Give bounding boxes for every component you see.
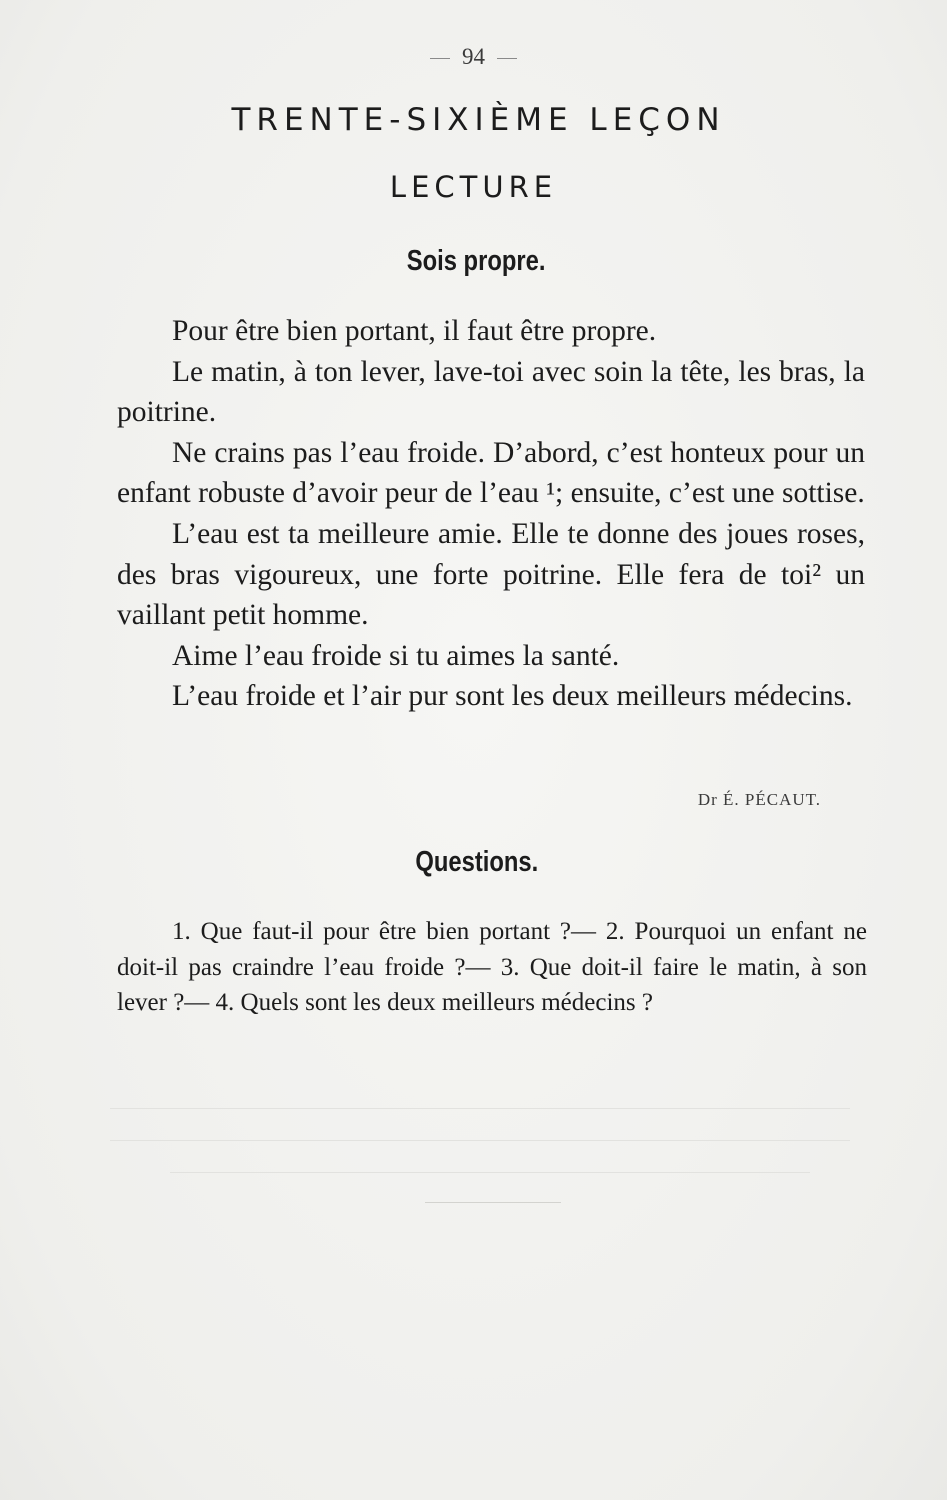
reading-text bbox=[117, 311, 865, 717]
show-through-line bbox=[110, 1108, 850, 1109]
section-title: LECTURE bbox=[389, 170, 558, 204]
reading-paragraph: L’eau froide et l’air pur sont les deux meilleurs médecins. bbox=[172, 680, 853, 713]
show-through-line bbox=[110, 1140, 850, 1141]
reading-paragraph: Ne crains pas l’eau froide. D’abord, c’est honteux pour un enfant robuste d’avoir peur de l’eau ¹; ensuite, c’est une sottise. bbox=[117, 436, 865, 510]
reading-paragraph: Aime l’eau froide si tu aimes la santé. bbox=[172, 639, 620, 672]
reading-title: Sois propre. bbox=[406, 245, 546, 277]
questions-text: 1. Que faut-il pour être bien portant ?— 2. Pourquoi un enfant ne doit-il pas craindre l’eau froide ?— 3. Que doit-il faire le matin, à son lever ?— 4. Quels sont les deux meilleurs médecins ? bbox=[117, 918, 867, 1016]
section-divider bbox=[425, 1202, 561, 1203]
page-number-dash-left bbox=[430, 58, 450, 59]
reading-paragraph: L’eau est ta meilleure amie. Elle te donne des joues roses, des bras vigoureux, une forte poitrine. Elle fera de toi² un vaillant petit homme. bbox=[117, 517, 865, 632]
reading-paragraph: Pour être bien portant, il faut être propre. bbox=[172, 315, 657, 347]
author-signature: Dr É. PÉCAUT. bbox=[697, 790, 821, 809]
reading-paragraph: Le matin, à ton lever, lave-toi avec soin la tête, les bras, la poitrine. bbox=[117, 355, 865, 429]
show-through-line bbox=[170, 1172, 810, 1173]
page-number-dash-right bbox=[497, 58, 517, 59]
questions-title: Questions. bbox=[415, 846, 539, 878]
lesson-title: TRENTE-SIXIÈME LEÇON bbox=[231, 102, 726, 138]
page-number-value: 94 bbox=[462, 44, 485, 69]
page-number bbox=[0, 44, 947, 70]
